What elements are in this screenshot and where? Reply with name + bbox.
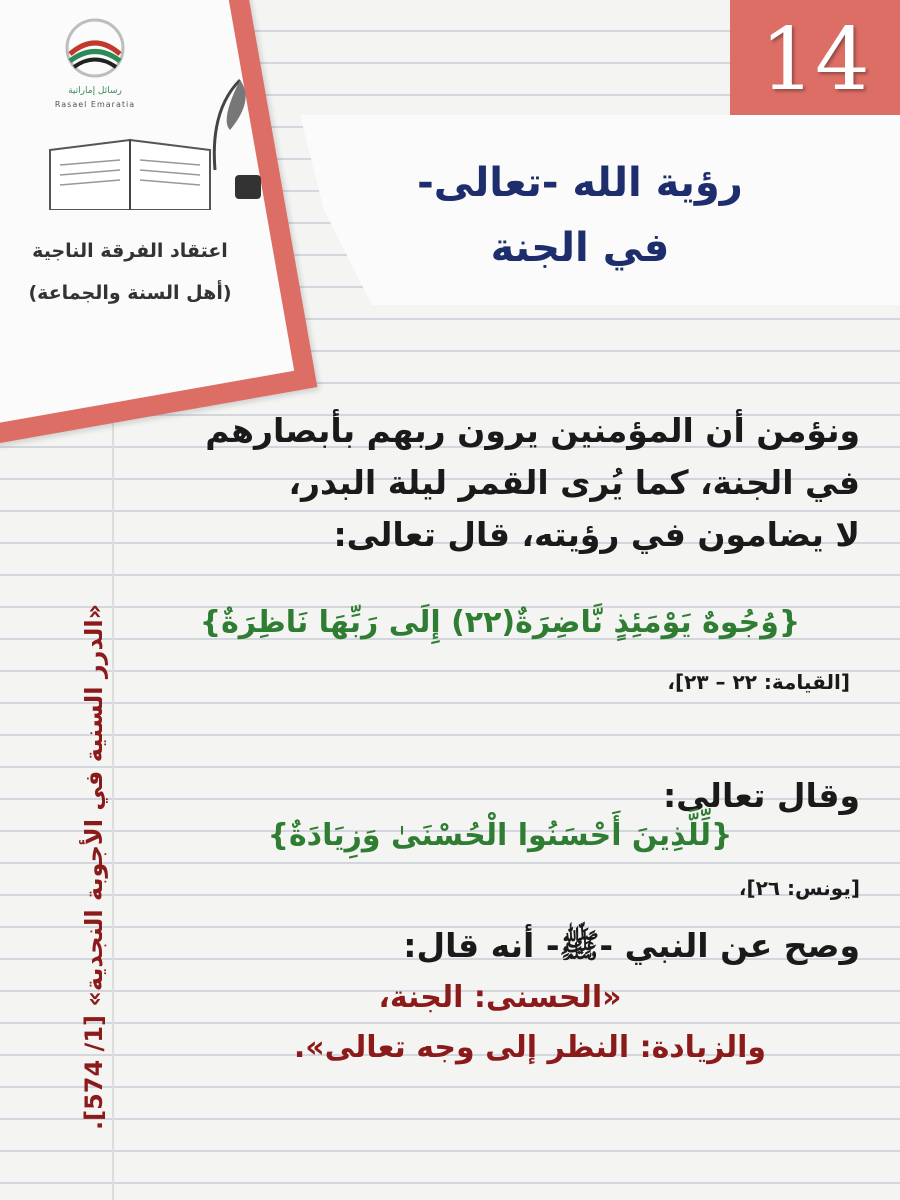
hadith-intro xyxy=(140,920,860,972)
ayah-text: {وُجُوهٌ يَوْمَئِذٍ نَّاضِرَةٌ(٢٢) إِلَى رَبِّهَا نَاظِرَةٌ} xyxy=(199,605,801,640)
creed-heading xyxy=(0,240,260,304)
page-number: 14 xyxy=(760,10,870,110)
hadith-text: «الحسنى: الجنة، xyxy=(378,980,622,1015)
page-title-line-1: رؤية الله -تعالى- xyxy=(417,160,743,206)
ayah-block-1 xyxy=(140,605,860,640)
ayah-text: {لِّلَّذِينَ أَحْسَنُوا الْحُسْنَىٰ وَزِيَادَةٌ} xyxy=(267,818,733,853)
title-banner xyxy=(300,115,900,305)
page-title-line-2: في الجنة xyxy=(490,225,670,271)
ayah-reference: [القيامة: ٢٢ – ٢٣]، xyxy=(667,670,850,694)
hadith-intro-text: وصح عن النبي -ﷺ- أنه قال: xyxy=(403,926,860,965)
brand-name-latin: Rasael Emaratia xyxy=(54,100,136,109)
hadith-line-2-wrap xyxy=(220,1030,840,1065)
book-quill-illustration-icon xyxy=(40,70,270,210)
hadith-text: والزيادة: النظر إلى وجه تعالى». xyxy=(293,1030,767,1065)
brand-name-arabic: رسائل إماراتية xyxy=(68,86,122,96)
said-line xyxy=(140,770,860,822)
creed-title: اعتقاد الفرقة الناجية xyxy=(32,240,228,262)
ayah-block-2 xyxy=(140,818,860,853)
intro-line: لا يضامون في رؤيته، قال تعالى: xyxy=(333,515,860,554)
intro-line: ونؤمن أن المؤمنين يرون ربهم بأبصارهم xyxy=(205,411,860,450)
creed-subtitle: (أهل السنة والجماعة) xyxy=(28,282,232,304)
hadith-line-1-wrap xyxy=(240,980,760,1015)
said-text: وقال تعالى: xyxy=(662,776,860,815)
source-citation: «الدرر السنية في الأجوبة النجدية» [1/ 574]. xyxy=(80,603,108,1130)
ayah-ref-1-wrap xyxy=(300,670,850,694)
ayah-reference: [يونس: ٢٦]، xyxy=(738,876,860,900)
intro-paragraph xyxy=(140,405,860,561)
ayah-ref-2-wrap xyxy=(380,876,860,900)
intro-line: في الجنة، كما يُرى القمر ليلة البدر، xyxy=(288,463,860,502)
